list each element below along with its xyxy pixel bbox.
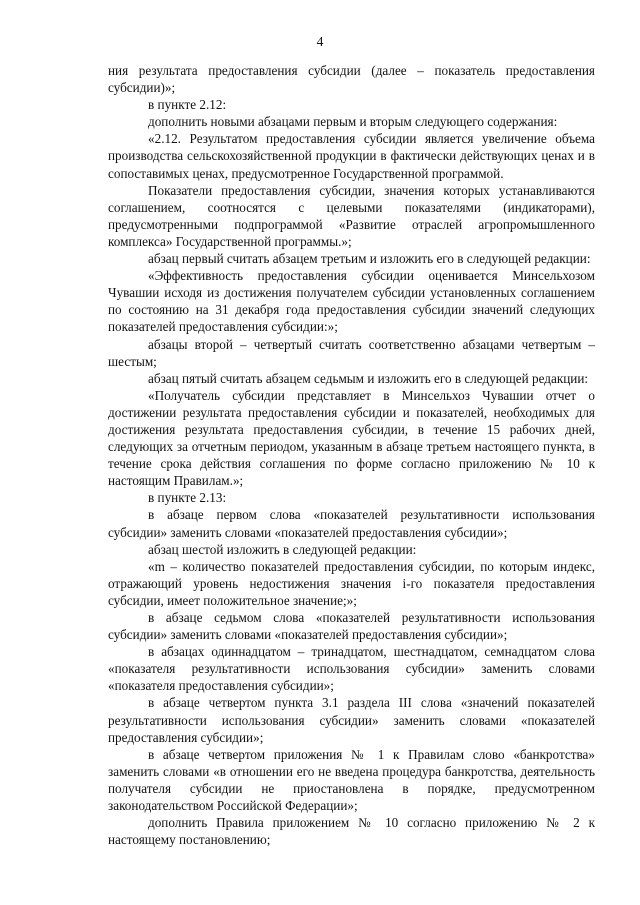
- paragraph: в абзаце четвертом пункта 3.1 раздела III слова «значений показателей результативности использования субсидии» заменить словами «показателей предоставления субсидии»;: [108, 695, 595, 745]
- paragraph: абзац первый считать абзацем третьим и изложить его в следующей редакции:: [148, 251, 591, 267]
- paragraph: в пункте 2.13:: [148, 490, 227, 506]
- paragraph: абзац шестой изложить в следующей редакции:: [148, 541, 417, 557]
- paragraph: «2.12. Результатом предоставления субсидии является увеличение объема производства сельскохозяйственной продукции в фактически действующих ценах и в сопоставимых ценах, предусмотренное Государственной программой.: [108, 131, 595, 181]
- paragraph: абзац пятый считать абзацем седьмым и изложить его в следующей редакции:: [148, 370, 589, 386]
- paragraph: абзацы второй – четвертый считать соответственно абзацами четвертым – шестым;: [108, 336, 595, 369]
- paragraph: в абзацах одиннадцатом – тринадцатом, шестнадцатом, семнадцатом слова «показателя результативности использования субсидии» заменить словами «показателя предоставления субсидии»;: [108, 644, 595, 694]
- paragraph: «Получатель субсидии представляет в Минсельхоз Чувашии отчет о достижении результата предоставления субсидии и показателей, необходимых для достижения результата предоставления субсидии, в течение 15 рабочих дней, следующих за отчетным периодом, указанным в абзаце третьем настоящего пункта, в течение срока действия соглашения по форме согласно приложению № 10 к настоящим Правилам.»;: [108, 387, 595, 489]
- paragraph: в абзаце седьмом слова «показателей результативности использования субсидии» заменить словами «показателей предоставления субсидии»;: [108, 610, 595, 643]
- document-body: [108, 62, 595, 848]
- page-number: 4: [316, 34, 324, 49]
- paragraph: в абзаце первом слова «показателей результативности использования субсидии» заменить словами «показателей предоставления субсидии»;: [108, 507, 595, 540]
- paragraph: ния результата предоставления субсидии (далее – показатель предоставления субсидии)»;: [108, 63, 595, 96]
- paragraph: в пункте 2.12:: [148, 97, 227, 113]
- paragraph: дополнить Правила приложением № 10 согласно приложению № 2 к настоящему постановлению;: [108, 815, 595, 848]
- paragraph: «m – количество показателей предоставления субсидии, по которым индекс, отражающий уровень недостижения значения i-го показателя предоставления субсидии, имеет положительное значение;»;: [108, 558, 595, 608]
- paragraph: дополнить новыми абзацами первым и вторым следующего содержания:: [148, 114, 558, 130]
- paragraph: Показатели предоставления субсидии, значения которых устанавливаются соглашением, соотносятся с целевыми показателями (индикаторами), предусмотренными подпрограммой «Развитие отраслей агропромышленного комплекса» Государственной программы.»;: [108, 182, 595, 249]
- paragraph: в абзаце четвертом приложения № 1 к Правилам слово «банкротства» заменить словами «в отношении его не введена процедура банкротства, деятельность получателя субсидии не приостановлена в порядке, предусмотренном законодательством Российской Федерации»;: [108, 746, 595, 814]
- paragraph: «Эффективность предоставления субсидии оценивается Минсельхозом Чувашии исходя из достижения получателем субсидии установленных соглашением по состоянию на 31 декабря года предоставления субсидии значений следующих показателей предоставления субсидии:»;: [108, 268, 595, 335]
